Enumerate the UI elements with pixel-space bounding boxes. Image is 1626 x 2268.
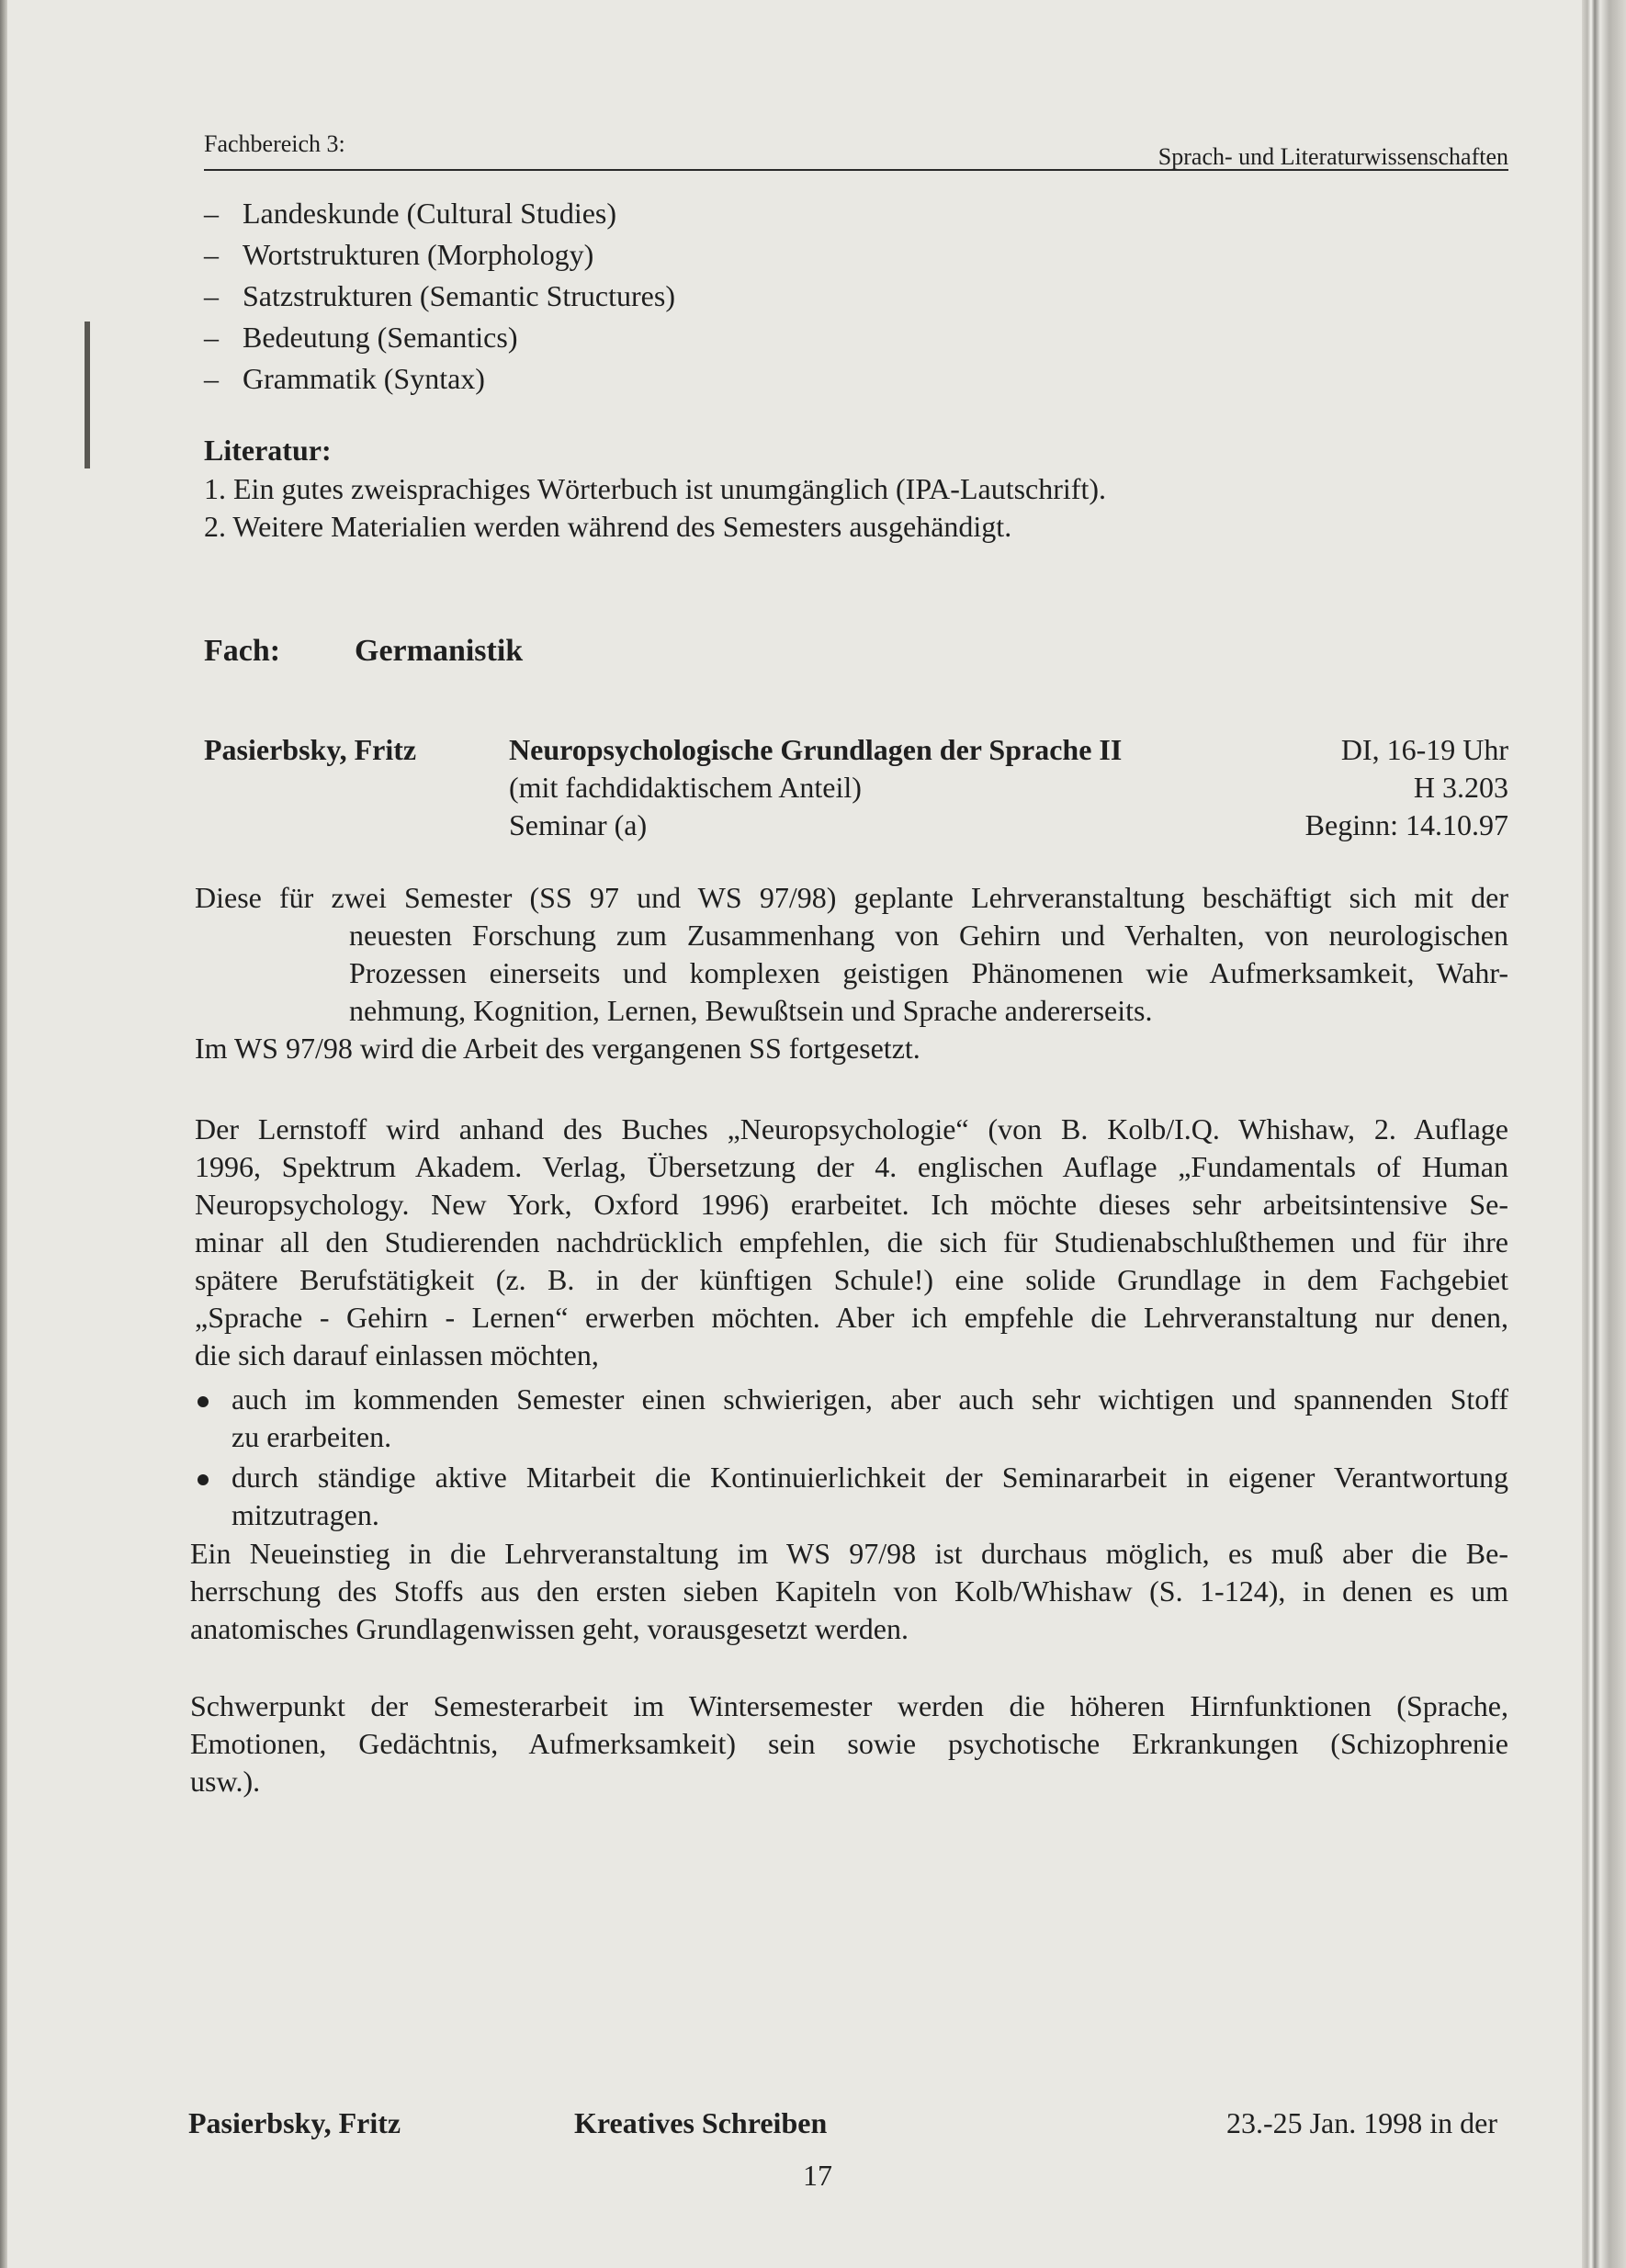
paragraph-line: minar all den Studierenden nachdrücklich empfehlen, die sich für Studienabschlußthemen und für ihre (195, 1225, 1508, 1258)
paragraph (190, 1687, 1508, 1800)
course-time: DI, 16-19 Uhr (1340, 733, 1508, 766)
literature-heading: Literatur: (204, 434, 332, 467)
subject-label: Fach: (204, 634, 281, 668)
paragraph-line: Ein Neueinstieg in die Lehrveranstaltung im WS 97/98 ist durchaus möglich, es muß aber die Be- (190, 1537, 1508, 1570)
literature-item: 2. Weitere Materialien werden während des Semesters ausgehändigt. (204, 510, 1012, 543)
paragraph-line: „Sprache - Gehirn - Lernen“ erwerben möchten. Aber ich empfehle die Lehrveranstaltung nur denen, (195, 1301, 1508, 1334)
bullet-item (231, 1459, 1508, 1534)
paragraph-line: Der Lernstoff wird anhand des Buches „Neuropsychologie“ (von B. Kolb/I.Q. Whishaw, 2. Auflage (195, 1112, 1508, 1145)
course2-date: 23.-25 Jan. 1998 in der (1225, 2106, 1497, 2139)
paragraph-line: Emotionen, Gedächtnis, Aufmerksamkeit) sein sowie psychotische Erkrankungen (Schizophrenie (190, 1727, 1508, 1760)
paragraph-line: neuesten Forschung zum Zusammenhang von Gehirn und Verhalten, von neurologischen (349, 919, 1508, 952)
course-block (509, 731, 1122, 844)
bullet-line: durch ständige aktive Mitarbeit die Kontinuierlichkeit der Seminararbeit in eigener Verantwortung (231, 1461, 1508, 1494)
bullet-line: mitzutragen. (231, 1498, 379, 1531)
paragraph-line: 1996, Spektrum Akadem. Verlag, Übersetzung der 4. englischen Auflage „Fundamentals of Human (195, 1150, 1508, 1183)
paragraph (195, 1111, 1508, 1374)
paragraph-line: nehmung, Kognition, Lernen, Bewußtsein und Sprache andererseits. (349, 994, 1153, 1027)
paragraph-indented (349, 917, 1508, 1030)
course-schedule (1194, 731, 1508, 844)
course-start: Beginn: 14.10.97 (1304, 808, 1508, 841)
subject-heading (204, 634, 524, 669)
paragraph-line: usw.). (190, 1765, 261, 1798)
literature-item: 1. Ein gutes zweisprachiges Wörterbuch ist unumgänglich (IPA-Lautschrift). (204, 472, 1106, 505)
course-subtitle: (mit fachdidaktischem Anteil) (509, 771, 862, 804)
subject-name: Germanistik (355, 634, 524, 668)
page-header (204, 129, 1508, 171)
paragraph-line: spätere Berufstätigkeit (z. B. in der künftigen Schule!) eine solide Grundlage in dem Fachgebiet (195, 1263, 1508, 1296)
paragraph-line: Neuropsychology. New York, Oxford 1996) erarbeitet. Ich möchte dieses sehr arbeitsintensive Se- (195, 1188, 1508, 1221)
topic-item: – Wortstrukturen (Morphology) (204, 238, 594, 271)
bullet-line: zu erarbeiten. (231, 1420, 392, 1453)
course-lecturer: Pasierbsky, Fritz (204, 733, 417, 766)
bullet-line: auch im kommenden Semester einen schwierigen, aber auch sehr wichtigen und spannenden Stoff (231, 1382, 1508, 1416)
paragraph-line: die sich darauf einlassen möchten, (195, 1338, 599, 1371)
topic-item: – Landeskunde (Cultural Studies) (204, 197, 617, 230)
paragraph-line: Schwerpunkt der Semesterarbeit im Wintersemester werden die höheren Hirnfunktionen (Sprache, (190, 1689, 1508, 1722)
paragraph-line: Prozessen einerseits und komplexen geistigen Phänomenen wie Aufmerksamkeit, Wahr- (349, 956, 1508, 989)
topic-item: – Grammatik (Syntax) (204, 362, 485, 395)
bullet-dot (198, 1396, 209, 1407)
course2-lecturer: Pasierbsky, Fritz (188, 2106, 401, 2139)
page-number: 17 (803, 2159, 832, 2192)
bullet-dot (198, 1474, 209, 1485)
topic-item: – Satzstrukturen (Semantic Structures) (204, 279, 675, 312)
bullet-item (231, 1381, 1508, 1456)
paragraph-line: herrschung des Stoffs aus den ersten sieben Kapiteln von Kolb/Whishaw (S. 1-124), in denen es um (190, 1574, 1508, 1608)
paragraph-line: Diese für zwei Semester (SS 97 und WS 97/98) geplante Lehrveranstaltung beschäftigt sich mit der (195, 881, 1508, 914)
course-title: Neuropsychologische Grundlagen der Sprache II (509, 733, 1123, 766)
paragraph-line: Im WS 97/98 wird die Arbeit des vergangenen SS fortgesetzt. (195, 1032, 920, 1065)
course2-title: Kreatives Schreiben (574, 2106, 828, 2139)
paragraph-line: anatomisches Grundlagenwissen geht, vorausgesetzt werden. (190, 1612, 909, 1645)
header-department: Fachbereich 3: (204, 130, 345, 157)
course-type: Seminar (a) (509, 808, 648, 841)
topic-list (204, 195, 675, 401)
topic-item: – Bedeutung (Semantics) (204, 321, 518, 354)
course-room: H 3.203 (1413, 771, 1508, 804)
literature-list (204, 470, 1106, 546)
paragraph (190, 1535, 1508, 1648)
header-faculty: Sprach- und Literaturwissenschaften (1157, 143, 1508, 170)
